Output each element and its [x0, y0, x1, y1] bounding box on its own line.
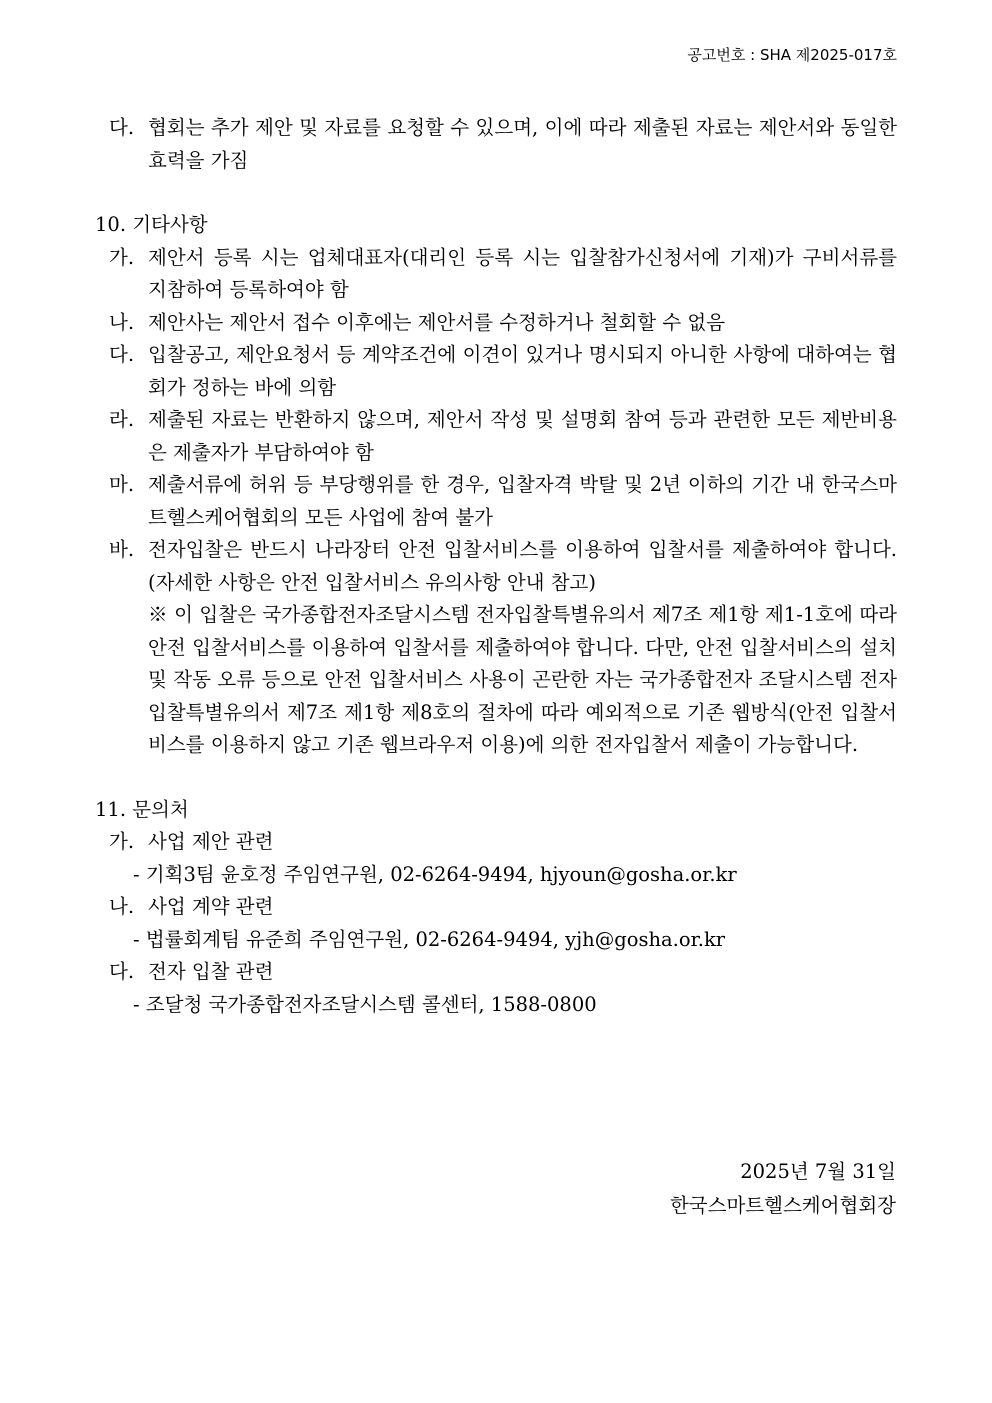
item-text: 제안사는 제안서 접수 이후에는 제안서를 수정하거나 철회할 수 없음 [148, 310, 726, 334]
issuer-name: 한국스마트헬스케어협회장 [669, 1194, 896, 1217]
item-marker: 다. [109, 343, 135, 366]
document-body [95, 112, 897, 1021]
item-marker: 라. [109, 408, 135, 431]
item-text: 입찰공고, 제안요청서 등 계약조건에 이견이 있거나 명시되지 아니한 사항에 대하여는 협회가 정하는 바에 의함 [148, 343, 897, 399]
issue-date: 2025년 7월 31일 [740, 1160, 896, 1183]
item-marker: 가. [109, 245, 135, 269]
item-title: 전자 입찰 관련 [148, 960, 274, 983]
item-marker: 나. [109, 895, 135, 918]
list-item [95, 891, 897, 924]
item-text: 협회는 추가 제안 및 자료를 요청할 수 있으며, 이에 따라 제출된 자료는 제안서와 동일한 효력을 가짐 [148, 116, 897, 172]
list-item [95, 112, 897, 177]
list-item [95, 339, 897, 404]
list-item [95, 307, 897, 340]
contact-line: - 조달청 국가종합전자조달시스템 콜센터, 1588-0800 [133, 992, 597, 1016]
item-marker: 바. [109, 538, 135, 561]
list-item [95, 534, 897, 599]
section-heading-11: 11. 문의처 [95, 797, 189, 821]
notice-number: 공고번호 : SHA 제2025-017호 [687, 46, 897, 64]
item-marker: 다. [109, 116, 135, 139]
item-text: 제출서류에 허위 등 부당행위를 한 경우, 입찰자격 박탈 및 2년 이하의 기간 내 한국스마트헬스케어협회의 모든 사업에 참여 불가 [148, 473, 897, 529]
item-title: 사업 계약 관련 [148, 895, 274, 918]
item-text: 제출된 자료는 반환하지 않으며, 제안서 작성 및 설명회 참여 등과 관련한 모든 제반비용은 제출자가 부담하여야 함 [148, 408, 897, 464]
item-marker: 나. [109, 310, 135, 334]
contact-line: - 기획3팀 윤호정 주임연구원, 02-6264-9494, hjyoun@gosha.or.kr [133, 862, 737, 886]
list-item [95, 956, 897, 989]
item-title: 사업 제안 관련 [148, 830, 274, 853]
item-text: 제안서 등록 시는 업체대표자(대리인 등록 시는 입찰참가신청서에 기재)가 구비서류를 지참하여 등록하여야 함 [148, 245, 897, 301]
item-marker: 가. [109, 830, 135, 853]
item-text: 전자입찰은 반드시 나라장터 안전 입찰서비스를 이용하여 입찰서를 제출하여야 합니다.(자세한 사항은 안전 입찰서비스 유의사항 안내 참고) [148, 538, 897, 594]
list-item [95, 469, 897, 534]
bidding-note: ※ 이 입찰은 국가종합전자조달시스템 전자입찰특별유의서 제7조 제1항 제1-1호에 따라 안전 입찰서비스를 이용하여 입찰서를 제출하여야 합니다. 다만, 안전 입찰서비스의 설치 및 작동 오류 등으로 안전 입찰서비스 사용이 곤란한 자는 국가종합전자 조달시스템 전자입찰특별유의서 제7조 제1항 제8호의 절차에 따라 예외적으로 기존 웹방식(안전 입찰서비스를 이용하지 않고 기존 웹브라우저 이용)에 의한 전자입찰서 제출이 가능합니다. [148, 603, 897, 756]
signature-block [670, 1155, 896, 1223]
list-item [95, 404, 897, 469]
list-item [95, 826, 897, 859]
item-marker: 다. [109, 960, 135, 983]
list-item [95, 242, 897, 307]
contact-line: - 법률회계팀 유준희 주임연구원, 02-6264-9494, yjh@gosha.or.kr [133, 927, 726, 951]
section-heading-10: 10. 기타사항 [95, 213, 208, 236]
item-marker: 마. [109, 473, 135, 496]
